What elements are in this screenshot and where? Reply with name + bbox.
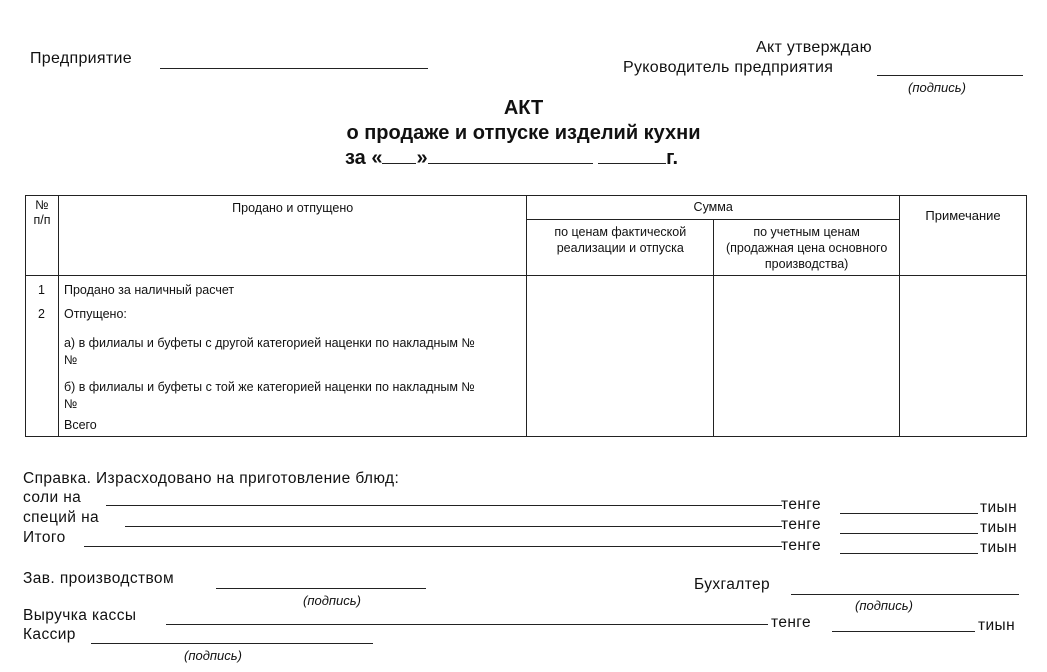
total-tiyn-field[interactable] bbox=[840, 553, 978, 554]
spices-label: специй на bbox=[23, 509, 100, 526]
production-head-label: Зав. производством bbox=[23, 570, 174, 587]
col-sum-accounting-header: по учетным ценам (продажная цена основного производства) bbox=[714, 220, 900, 276]
total-tenge-label: тенге bbox=[781, 537, 822, 554]
col-sold-header: Продано и отпущено bbox=[58, 196, 526, 276]
row-num: 2 bbox=[38, 307, 45, 321]
salt-label: соли на bbox=[23, 489, 82, 506]
cash-revenue-tenge-label: тенге bbox=[771, 614, 812, 631]
salt-field[interactable] bbox=[106, 505, 782, 506]
accountant-signature-field[interactable] bbox=[791, 594, 1019, 595]
spices-tiyn-label: тиын bbox=[980, 519, 1018, 536]
reference-label: Справка. Израсходовано на приготовление блюд: bbox=[23, 470, 400, 487]
sold-column bbox=[58, 276, 526, 437]
row-text-same-category: б) в филиалы и буфеты с той же категорией наценки по накладным №№ bbox=[63, 380, 475, 411]
row-text-cash: Продано за наличный расчет bbox=[63, 283, 235, 297]
total-label: Итого bbox=[23, 529, 66, 546]
note-cell[interactable] bbox=[900, 276, 1027, 437]
row-num: 1 bbox=[38, 283, 45, 297]
accountant-signature-hint: (подпись) bbox=[855, 598, 913, 613]
salt-tiyn-label: тиын bbox=[980, 499, 1018, 516]
cashier-signature-field[interactable] bbox=[91, 643, 373, 644]
num-column bbox=[26, 276, 59, 437]
row-text-total: Всего bbox=[63, 418, 97, 432]
act-table bbox=[25, 195, 1027, 437]
date-suffix: г. bbox=[666, 147, 679, 169]
cash-revenue-field[interactable] bbox=[166, 624, 768, 625]
cash-revenue-tiyn-field[interactable] bbox=[832, 631, 975, 632]
cash-revenue-label: Выручка кассы bbox=[23, 607, 137, 624]
sum-actual-cell[interactable] bbox=[527, 276, 714, 437]
total-tiyn-label: тиын bbox=[980, 539, 1018, 556]
sum-accounting-cell[interactable] bbox=[714, 276, 900, 437]
row-text-other-category: а) в филиалы и буфеты с другой категорией наценки по накладным №№ bbox=[63, 336, 475, 367]
cashier-signature-hint: (подпись) bbox=[184, 648, 242, 663]
salt-tenge-label: тенге bbox=[781, 496, 822, 513]
date-year-field[interactable] bbox=[598, 163, 666, 164]
date-day-field[interactable] bbox=[382, 163, 416, 164]
date-month-field[interactable] bbox=[428, 163, 593, 164]
doc-title: АКТ bbox=[503, 97, 544, 119]
accountant-label: Бухгалтер bbox=[694, 576, 771, 593]
spices-field[interactable] bbox=[125, 526, 782, 527]
manager-signature-field[interactable] bbox=[877, 75, 1023, 76]
total-field[interactable] bbox=[84, 546, 782, 547]
col-note-header: Примечание bbox=[900, 196, 1027, 276]
production-head-signature-hint: (подпись) bbox=[303, 593, 361, 608]
manager-label: Руководитель предприятия bbox=[623, 59, 834, 76]
doc-subtitle: о продаже и отпуске изделий кухни bbox=[346, 122, 701, 144]
date-mid: » bbox=[416, 147, 428, 169]
salt-tiyn-field[interactable] bbox=[840, 513, 978, 514]
col-sum-header: Сумма bbox=[527, 196, 900, 220]
col-num-header: № п/п bbox=[26, 196, 59, 276]
row-text-released: Отпущено: bbox=[63, 307, 127, 321]
enterprise-label: Предприятие bbox=[30, 50, 132, 67]
cash-revenue-tiyn-label: тиын bbox=[978, 617, 1016, 634]
cashier-label: Кассир bbox=[23, 626, 76, 643]
spices-tenge-label: тенге bbox=[781, 516, 822, 533]
date-prefix: за « bbox=[345, 147, 383, 169]
approve-label: Акт утверждаю bbox=[756, 39, 872, 56]
production-head-signature-field[interactable] bbox=[216, 588, 426, 589]
enterprise-field[interactable] bbox=[160, 68, 428, 69]
col-sum-actual-header: по ценам фактической реализации и отпуска bbox=[527, 220, 714, 276]
doc-date-line bbox=[345, 147, 678, 170]
spices-tiyn-field[interactable] bbox=[840, 533, 978, 534]
manager-signature-hint: (подпись) bbox=[908, 80, 966, 95]
